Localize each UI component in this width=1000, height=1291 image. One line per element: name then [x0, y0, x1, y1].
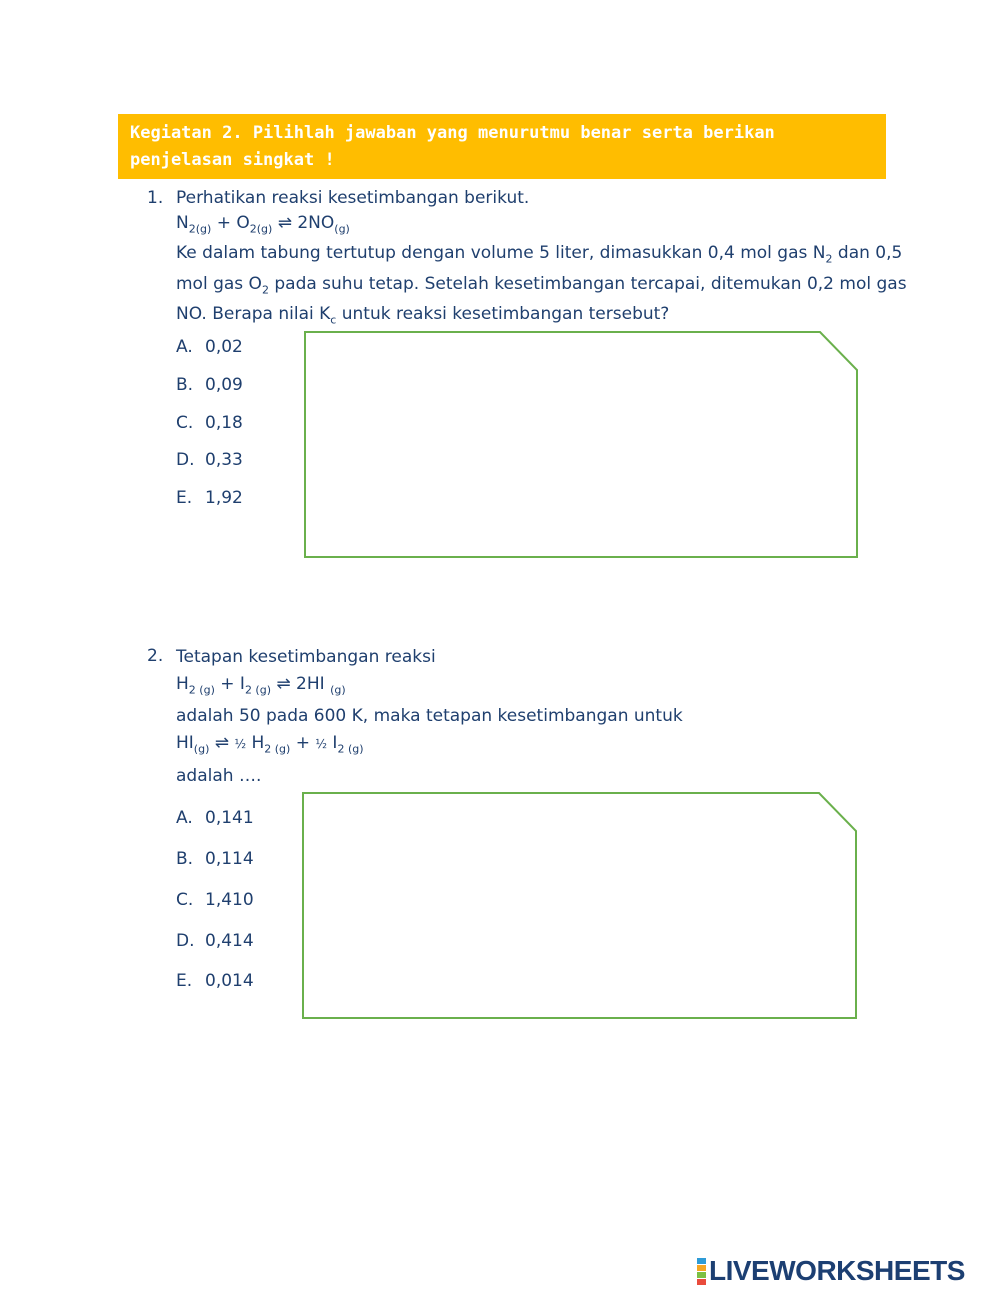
question-text: adalah 50 pada 600 K, maka tetapan kesetimbangan untuk	[176, 706, 683, 727]
logo-icon	[697, 1258, 706, 1285]
reaction-equation: $H_{2 (g)} + I_{2 (g)}$ ⇌ 2HI $_{(g)}$	[176, 674, 346, 697]
option-d[interactable]: D. 0,414	[176, 931, 254, 951]
option-b[interactable]: B. 0,114	[176, 849, 254, 869]
option-c[interactable]: C. 1,410	[176, 890, 254, 910]
answer-box-2[interactable]	[302, 792, 858, 1021]
option-e[interactable]: E. 0,014	[176, 971, 254, 991]
activity-instruction: Kegiatan 2. Pilihlah jawaban yang menurutmu benar serta berikan penjelasan singkat !	[130, 123, 775, 170]
question-text: Ke dalam tabung tertutup dengan volume 5 liter, dimasukkan 0,4 mol gas $N_2$ dan 0,5	[176, 243, 903, 266]
answer-box-outline	[305, 332, 857, 557]
option-c[interactable]: C. 0,18	[176, 413, 243, 433]
option-e[interactable]: E. 1,92	[176, 488, 243, 508]
question-text: adalah ….	[176, 765, 262, 786]
question-text: mol gas $O_2$ pada suhu tetap. Setelah kesetimbangan tercapai, ditemukan 0,2 mol gas	[176, 273, 907, 297]
answer-box-1[interactable]	[304, 331, 860, 560]
question-number: 1.	[147, 188, 164, 208]
option-a[interactable]: A. 0,141	[176, 808, 254, 828]
reaction-equation: $HI_{(g)}$ ⇌ ½ $H_{2 (g)}$ + ½ $I_{2 (g)}$	[176, 733, 364, 756]
answer-box-outline	[303, 793, 856, 1018]
option-b[interactable]: B. 0,09	[176, 375, 243, 395]
question-number: 2.	[147, 646, 164, 666]
option-d[interactable]: D. 0,33	[176, 450, 243, 470]
question-intro: Perhatikan reaksi kesetimbangan berikut.	[176, 188, 530, 208]
liveworksheets-logo	[697, 1254, 965, 1288]
option-a[interactable]: A. 0,02	[176, 337, 243, 357]
reaction-equation: $N_{2(g)} + O_{2(g)}$ ⇌ $2NO_{(g)}$	[176, 213, 350, 236]
question-text: NO. Berapa nilai $K_c$ untuk reaksi kesetimbangan tersebut?	[176, 304, 670, 327]
logo-text: LIVEWORKSHEETS	[709, 1255, 965, 1286]
question-intro: Tetapan kesetimbangan reaksi	[176, 647, 436, 667]
